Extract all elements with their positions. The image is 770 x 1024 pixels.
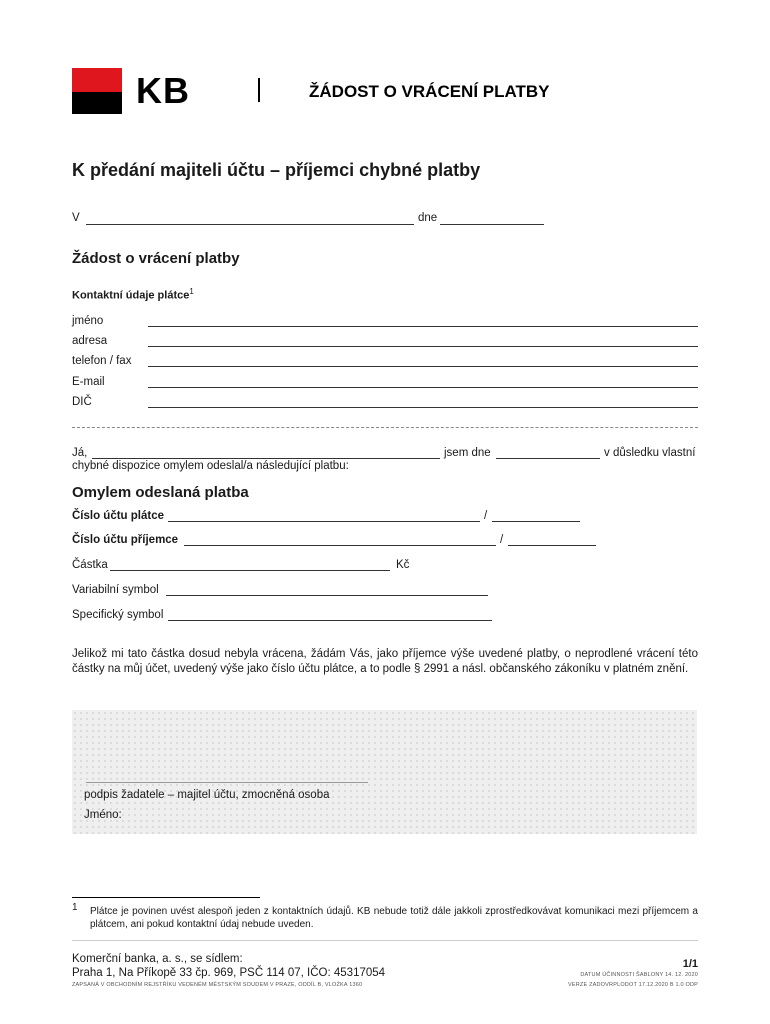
kb-logo-text: KB <box>136 70 190 111</box>
footer-company: Komerční banka, a. s., se sídlem: <box>72 953 243 965</box>
signature-box[interactable] <box>72 710 697 834</box>
specific-symbol-label: Specifický symbol <box>72 609 164 621</box>
footnote-text: Plátce je povinen uvést alespoň jeden z kontaktních údajů. KB nebude totiž dále jakkoli zprostředkovávat komunikaci mezi příjemcem a plátcem, ani pokud kontaktní údaj nebude uveden. <box>90 906 698 930</box>
field-label-dic: DIČ <box>72 396 92 408</box>
declaration-consequence: v důsledku vlastní <box>604 447 696 459</box>
payer-account-label: Číslo účtu plátce <box>72 510 165 522</box>
document-title: ŽÁDOST O VRÁCENÍ PLATBY <box>309 82 550 101</box>
contact-heading: Kontaktní údaje plátce$^1$ <box>72 287 194 302</box>
declaration-line2: chybné dispozice omylem odeslal/a následující platbu: <box>72 460 349 472</box>
date-field[interactable] <box>440 224 544 225</box>
payer-account-slash: / <box>484 510 488 522</box>
section-request-title: Žádost o vrácení platby <box>72 250 240 267</box>
payer-account-field[interactable] <box>168 521 480 522</box>
section-payment-title: Omylem odeslaná platba <box>72 484 249 501</box>
address-field[interactable] <box>148 346 698 347</box>
signature-caption: podpis žadatele – majitel účtu, zmocněná osoba <box>84 789 330 801</box>
header-separator <box>258 78 260 102</box>
declaration-ja: Já, <box>72 447 88 459</box>
footnote-separator <box>72 897 260 898</box>
footer-address: Praha 1, Na Příkopě 33 čp. 969, PSČ 114 07, IČO: 45317054 <box>72 967 386 979</box>
field-label-name: jméno <box>72 315 104 327</box>
footer-registry: ZAPSANÁ V OBCHODNÍM REJSTŘÍKU VEDENÉM MĚSTSKÝM SOUDEM V PRAZE, ODDÍL B, VLOŽKA 1360 <box>72 982 363 988</box>
main-title: K předání majiteli účtu – příjemci chybné platby <box>72 160 481 180</box>
currency-label: Kč <box>396 559 410 571</box>
variable-symbol-field[interactable] <box>166 595 488 596</box>
email-field[interactable] <box>148 387 698 388</box>
footnote-number: 1 <box>72 902 78 913</box>
recipient-account-field[interactable] <box>184 545 496 546</box>
request-paragraph: Jelikož mi tato částka dosud nebyla vrácena, žádám Vás, jako příjemce výše uvedené platby, o neprodlené vrácení této částky na můj účet, uvedený výše jako číslo účtu plátce, a to podle § 2991 a násl. občanského zákoníku v platném znění. <box>72 648 698 675</box>
phone-field[interactable] <box>148 366 698 367</box>
dic-field[interactable] <box>148 407 698 408</box>
footer-separator <box>72 940 698 941</box>
field-label-address: adresa <box>72 335 108 347</box>
signature-name-label: Jméno: <box>84 809 122 821</box>
amount-label: Částka <box>72 559 108 571</box>
recipient-account-label: Číslo účtu příjemce <box>72 534 179 546</box>
variable-symbol-label: Variabilní symbol <box>72 584 159 596</box>
place-field[interactable] <box>86 224 414 225</box>
declaration-date-field[interactable] <box>496 458 600 459</box>
dashed-divider <box>72 427 698 428</box>
signature-line[interactable] <box>86 782 368 783</box>
recipient-bank-code-field[interactable] <box>508 545 596 546</box>
date-label: dne <box>418 212 438 224</box>
page-number: 1/1 <box>682 958 698 970</box>
place-label: V <box>72 212 80 224</box>
declaration-date-label: jsem dne <box>444 447 491 459</box>
declarant-name-field[interactable] <box>92 458 440 459</box>
payer-bank-code-field[interactable] <box>492 521 580 522</box>
recipient-account-slash: / <box>500 534 504 546</box>
specific-symbol-field[interactable] <box>168 620 492 621</box>
field-label-email: E-mail <box>72 376 105 388</box>
amount-field[interactable] <box>110 570 390 571</box>
kb-logo-mark <box>72 68 122 114</box>
template-version: VERZE ZADOVRPLODOT 17.12.2020 B 1.0 ODP <box>568 982 698 988</box>
template-validity: DATUM ÚČINNOSTI ŠABLONY 14. 12. 2020 <box>580 972 698 978</box>
name-field[interactable] <box>148 326 698 327</box>
field-label-phone: telefon / fax <box>72 355 132 367</box>
